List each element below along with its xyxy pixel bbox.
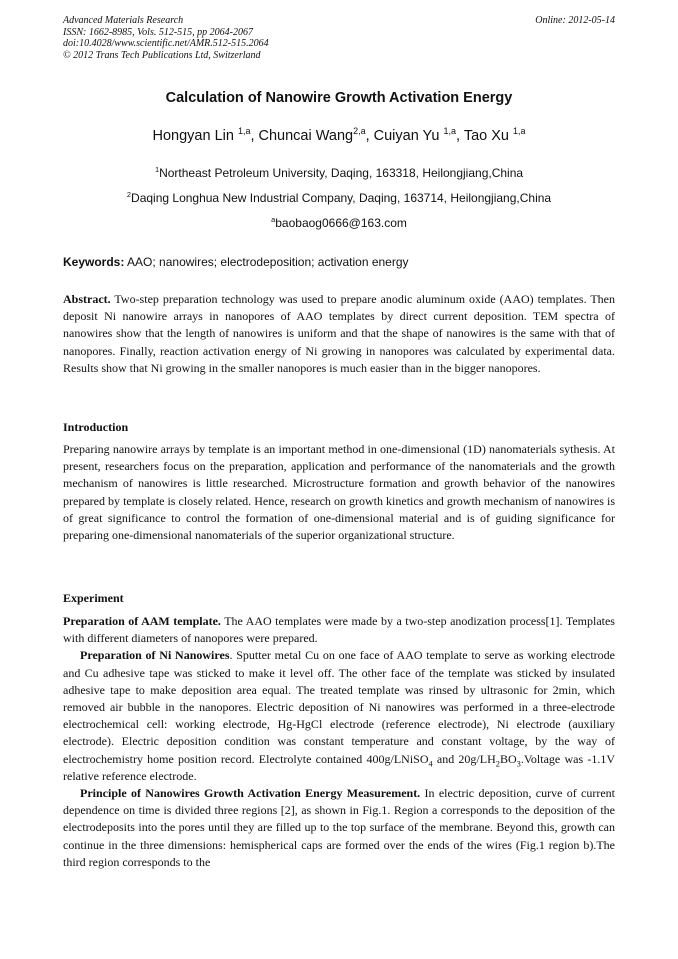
author-email: $^a$baobaog0666@163.com (271, 215, 407, 230)
author-sup: 1,a (237, 126, 251, 137)
journal-name: Advanced Materials Research (63, 15, 184, 26)
experiment-paragraph-3: Principle of Nanowires Growth Activation Energy Measurement. In electric deposition, curve of current dependence on time is divided three regions [2], as shown in Fig.1. Region a corresponds to the deposition of the electrodeposits into the pores until they are filled up to the top surface of the membrane. Beyond this, growth can continue in the three dimensions: hemispherical caps are formed over the ends of the wires (Fig.1 region b).The third region corresponds to the (63, 786, 616, 869)
keywords-text: AAO; nanowires; electrodeposition; activation energy (127, 255, 409, 269)
affiliation-2: $^2$Daqing Longhua New Industrial Company, Daqing, 163714, Heilongjiang,China (126, 190, 552, 205)
abstract-label: Abstract. (63, 292, 111, 306)
author-sup: 2,a (353, 126, 366, 137)
experiment-section (63, 613, 615, 871)
introduction-text: Preparing nanowire arrays by template is an important method in one-dimensional (1D) nanomaterials sythesis. At present, researchers focus on the preparation, application and performance of the nanomaterials and the growth mechanism of nanowires is little researched. Microstructure formation and growth behavior of the nanowires prepared by template is closely related. Hence, research on growth kinetics and growth mechanism of nanowires is of great significance to control the formation of one-dimensional material and is of guiding significance for preparing one-dimensional nanomaterials of the superior organizational structure. (63, 442, 615, 543)
paper-title: Calculation of Nanowire Growth Activation Energy (165, 90, 513, 106)
author-list (0, 128, 678, 144)
issn-line: ISSN: 1662-8985, Vols. 512-515, pp 2064-2067 (63, 26, 253, 38)
author-name: , Cuiyan Yu (365, 128, 444, 144)
keywords (63, 255, 409, 269)
author-name: Hongyan Lin (152, 128, 238, 144)
online-date: Online: 2012-05-14 (535, 15, 615, 26)
keywords-label: Keywords: (63, 255, 125, 269)
page-header (63, 15, 615, 61)
author-sup: 1,a (443, 126, 457, 137)
abstract-text: Two-step preparation technology was used to prepare anodic aluminum oxide (AAO) templates. Then deposit Ni nanowire arrays in nanopores of AAO templates by direct current deposition. TEM spectra of nanowires show that the length of nanowires is uniform and that the shape of nanowires is the same with that of nanopores. Finally, reaction activation energy of Ni growing in nanopores was calculated by experimental data. Results show that Ni growing in the smaller nanopores is much easier than in the bigger nanopores. (63, 292, 615, 375)
author-name: , Tao Xu (456, 128, 513, 144)
introduction-heading: Introduction (63, 420, 129, 434)
experiment-heading: Experiment (63, 591, 124, 605)
doi-line: doi:10.4028/www.scientific.net/AMR.512-515.2064 (63, 38, 269, 49)
affiliation-1: $^1$Northeast Petroleum University, Daqing, 163318, Heilongjiang,China (154, 165, 524, 180)
experiment-paragraph-1: Preparation of AAM template. The AAO templates were made by a two-step anodization process[1]. Templates with different diameters of nanopores were prepared. (63, 614, 615, 646)
abstract (63, 291, 615, 377)
copyright-line: © 2012 Trans Tech Publications Ltd, Switzerland (63, 49, 261, 61)
author-sup: 1,a (513, 126, 526, 137)
experiment-paragraph-2: Preparation of Ni Nanowires. Sputter metal Cu on one face of AAO template to serve as working electrode and Cu adhesive tape was sticked to make it level off. The other face of the template was sticked by insulated adhesive tape to make deposition area equal. The treated template was rinsed by ultrasonic for 2min, which removed air bubble in the nanopores. Electric deposition of Ni nanowires was performed in a three-electrode electrochemical cell: working electrode, Hg-HgCl electrode (reference electrode), Ni electrode (auxiliary electrode). Electric deposition condition was constant temperature and constant voltage, by the way of electrochemistry home position record. Electrolyte contained 400g/LNiSO$_4$ and $20g/LH_2BO_3.Voltage$ was -1.1V relative reference electrode. (63, 648, 615, 783)
author-name: , Chuncai Wang (250, 128, 354, 144)
